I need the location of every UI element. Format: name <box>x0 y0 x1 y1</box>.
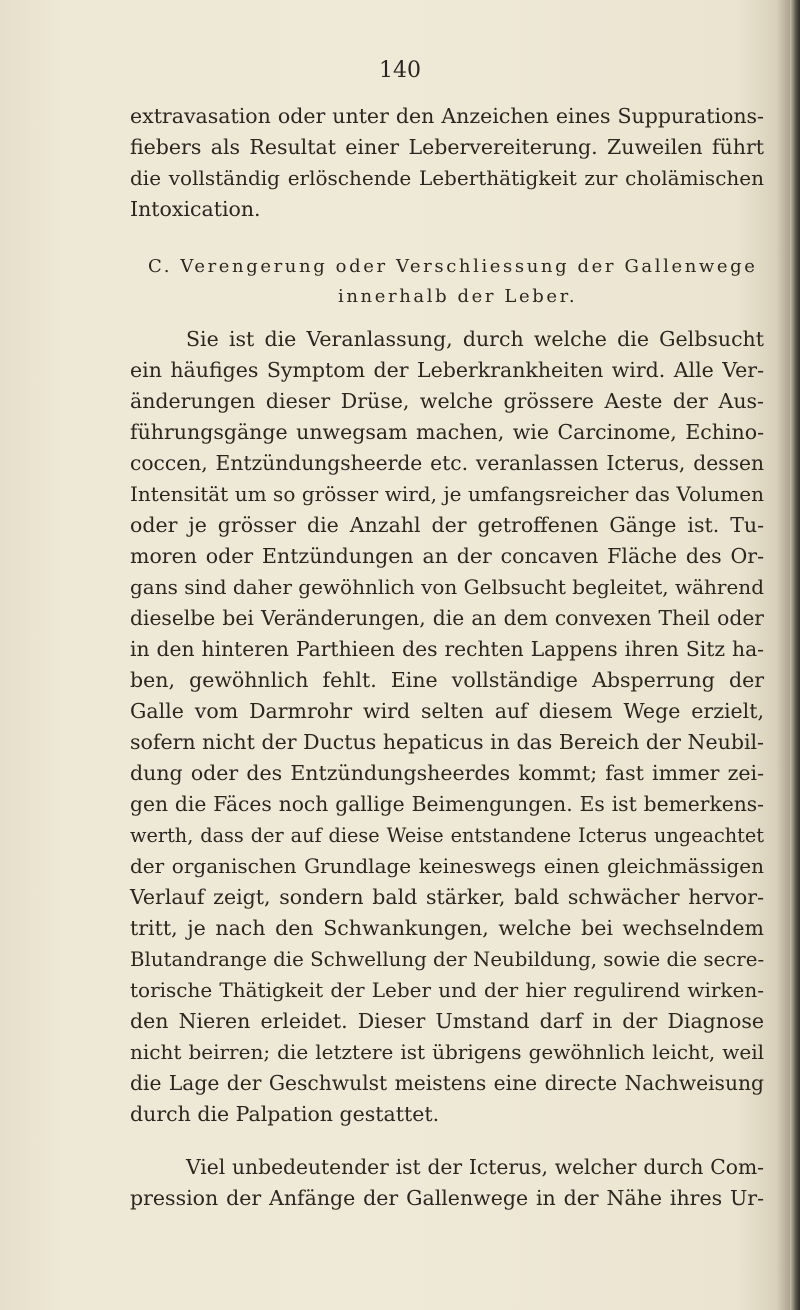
text-line: pression der Anfänge der Gallenwege in der Nähe ihres Ur- <box>130 1186 764 1210</box>
text-line: fiebers als Resultat einer Lebervereiterung. Zuweilen führt <box>130 135 764 159</box>
text-line: sofern nicht der Ductus hepaticus in das Bereich der Neubil- <box>130 730 764 754</box>
text-line: extravasation oder unter den Anzeichen eines Suppurations- <box>130 104 764 128</box>
text-line: führungsgänge unwegsam machen, wie Carcinome, Echino- <box>130 420 764 444</box>
text-line: die Lage der Geschwulst meistens eine directe Nachweisung <box>130 1071 764 1095</box>
text-line: den Nieren erleidet. Dieser Umstand darf in der Diagnose <box>130 1009 764 1033</box>
text-line: torische Thätigkeit der Leber und der hier regulirend wirken- <box>130 978 764 1002</box>
text-line: dung oder des Entzündungsheerdes kommt; fast immer zei- <box>130 761 764 785</box>
text-line: die vollständig erlöschende Leberthätigkeit zur cholämischen <box>130 166 764 190</box>
text-line: in den hinteren Parthieen des rechten Lappens ihren Sitz ha- <box>130 637 764 661</box>
text-line: Blutandrange die Schwellung der Neubildung, sowie die secre- <box>130 948 765 971</box>
text-line: Sie ist die Veranlassung, durch welche die Gelbsucht <box>186 327 764 351</box>
text-line: durch die Palpation gestattet. <box>130 1102 440 1126</box>
text-line: gen die Fäces noch gallige Beimengungen. Es ist bemerkens- <box>130 792 764 816</box>
text-line: gans sind daher gewöhnlich von Gelbsucht begleitet, während <box>130 575 764 599</box>
text-line: Verlauf zeigt, sondern bald stärker, bald schwächer hervor- <box>130 885 764 909</box>
paragraph-continuation <box>130 101 764 225</box>
page-number: 140 <box>379 58 421 83</box>
text-line: dieselbe bei Veränderungen, die an dem convexen Theil oder <box>130 606 764 630</box>
text-line: moren oder Entzündungen an der concaven Fläche des Or- <box>130 544 764 568</box>
text-line: Intensität um so grösser wird, je umfangsreicher das Volumen <box>130 482 764 506</box>
text-line: änderungen dieser Drüse, welche grössere Aeste der Aus- <box>130 389 764 413</box>
text-line: ben, gewöhnlich fehlt. Eine vollständige Absperrung der <box>130 668 764 692</box>
text-line: der organischen Grundlage keineswegs einen gleichmässigen <box>130 854 764 878</box>
section-heading-line2: innerhalb der Leber. <box>338 286 578 307</box>
section-heading-line1: C. Verengerung oder Verschliessung der Gallenwege <box>148 256 758 277</box>
text-line: coccen, Entzündungsheerde etc. veranlassen Icterus, dessen <box>130 451 764 475</box>
paragraph-main <box>130 324 764 1130</box>
text-line: Galle vom Darmrohr wird selten auf diesem Wege erzielt, <box>130 699 764 723</box>
text-line: tritt, je nach den Schwankungen, welche bei wechselndem <box>130 916 764 940</box>
text-line: oder je grösser die Anzahl der getroffenen Gänge ist. Tu- <box>130 513 764 537</box>
page-edge-shadow <box>790 0 800 1310</box>
text-line: werth, dass der auf diese Weise entstandene Icterus ungeachtet <box>130 824 764 847</box>
text-line: nicht beirren; die letztere ist übrigens gewöhnlich leicht, weil <box>130 1040 764 1064</box>
paragraph-last <box>130 1152 764 1214</box>
text-line: Viel unbedeutender ist der Icterus, welcher durch Com- <box>186 1155 764 1179</box>
text-line: ein häufiges Symptom der Leberkrankheiten wird. Alle Ver- <box>130 358 764 382</box>
text-line: Intoxication. <box>130 197 261 221</box>
